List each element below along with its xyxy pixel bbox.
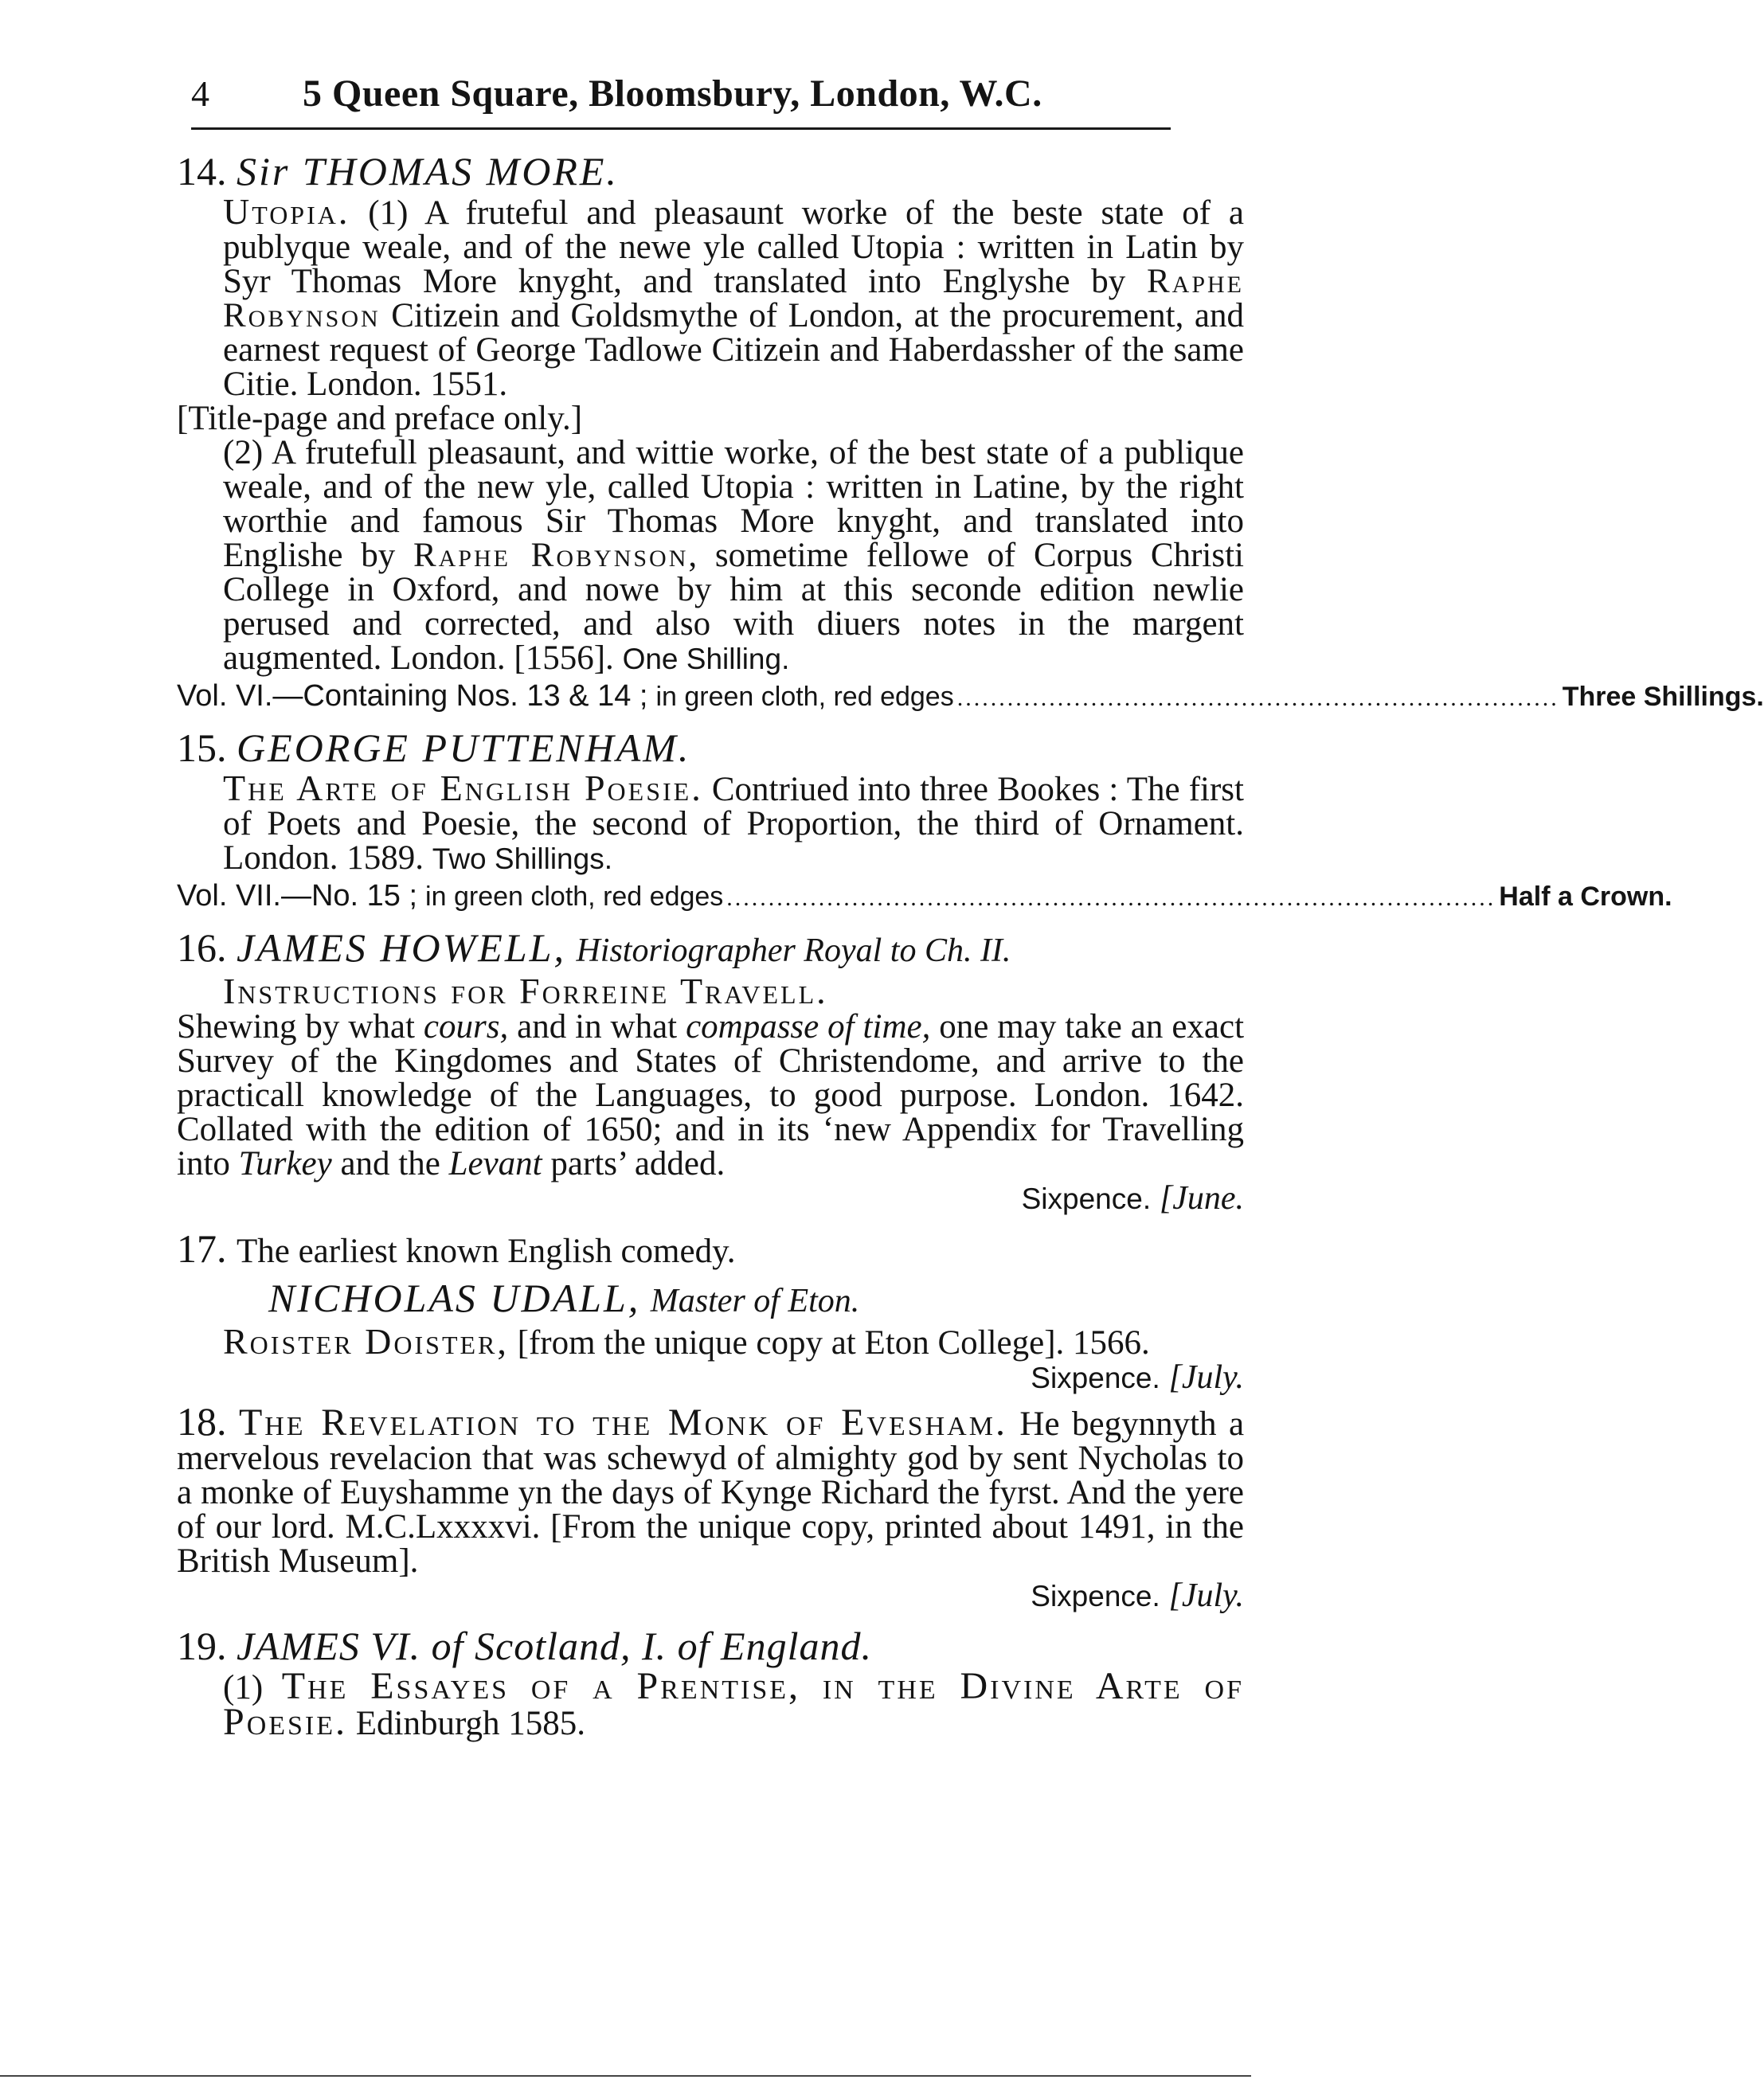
price-group (1022, 1181, 1244, 1216)
price: Two Shillings. (432, 842, 612, 875)
publication-date: London. [1556]. (390, 639, 614, 677)
entry-17 (177, 1225, 1244, 1395)
description-text: [from the unique copy at Eton College]. 1566. (517, 1324, 1150, 1362)
price: Sixpence. (1021, 1182, 1152, 1215)
note-text: [Title-page and preface only.] (177, 400, 583, 437)
volume-label: Vol. VI.—Containing Nos. 13 & 14 ; (177, 679, 648, 713)
work-title: The Essayes of a Prentise, in the Divine Arte of Poesie. (223, 1665, 1245, 1743)
italic-text: compasse of time, (686, 1008, 931, 1046)
work-title: The Revelation to the Monk of Evesham. (238, 1401, 1007, 1444)
price: Sixpence. (1031, 1580, 1160, 1612)
paragraph-number: (1) (223, 1669, 264, 1706)
entry-14 (177, 148, 1764, 715)
paragraph (177, 971, 1244, 1011)
italic-text: Levant (448, 1145, 542, 1182)
entry-16 (177, 924, 1244, 1216)
page-number: 4 (191, 73, 209, 114)
entry-description (177, 1399, 1245, 1614)
header-rule (191, 127, 1171, 130)
author-name: JAMES VI. of Scotland, I. of England. (237, 1624, 872, 1668)
leader-dots: ............................................................................................ (726, 885, 1496, 911)
issue-month: [July. (1168, 1359, 1244, 1396)
volume-binding: in green cloth, red edges (655, 682, 954, 712)
entry-number: 15. (177, 725, 227, 770)
description-text: parts’ added. (550, 1145, 726, 1182)
volume-price: Three Shillings. (1562, 682, 1764, 712)
paragraph (177, 1665, 1245, 1743)
paragraph (177, 1010, 1244, 1181)
volume-label: Vol. VII.—No. 15 ; (177, 879, 418, 913)
author-name: NICHOLAS UDALL, (268, 1276, 641, 1320)
entry-number: 17. (177, 1226, 227, 1271)
entry-heading (177, 148, 1244, 194)
price-line (177, 1360, 1244, 1395)
description-text: He begynnyth a mervelous revelacion that was schewyd of almighty god by sent Nycholas to a monke of Euyshamme yn the days of Kynge Richard the fyrst. And the yere of our lord. M.C.Lxxxxvi. [From the unique copy, printed about 1491, in the British Museum]. (177, 1405, 1245, 1580)
price: One Shilling. (622, 643, 790, 675)
running-head: 5 Queen Square, Bloomsbury, London, W.C. (303, 72, 1042, 115)
entry-number: 16. (177, 925, 227, 970)
description-text: Contriued into three Bookes : The first of Poets and Poesie, the second of Proportion, the third of Ornament. (223, 771, 1244, 842)
paragraph (177, 768, 1244, 877)
translator-name: Raphe Robynson (223, 263, 1244, 334)
description-text: Shewing by what (177, 1008, 415, 1046)
work-title: The Arte of English Poesie. (223, 768, 703, 808)
entry-subheading (177, 1275, 1244, 1324)
paragraph (177, 1399, 1245, 1580)
page-bottom-edge (0, 2075, 1251, 2077)
description-text: Citizein and Goldsmythe of London, at the procurement, and earnest request of George Tadlowe Citizein and Haberdassher of the same Citie. London. 1551. (223, 297, 1245, 403)
price-group (1031, 1578, 1244, 1613)
description-text: and the (340, 1145, 440, 1182)
volume-line (177, 879, 1672, 915)
entry-number: 18. (177, 1399, 227, 1444)
author-name: JAMES HOWELL, (237, 925, 566, 970)
author-title: Historiographer Royal to Ch. II. (576, 932, 1011, 969)
entry-15 (177, 725, 1672, 915)
author-name: GEORGE PUTTENHAM. (237, 725, 691, 770)
description-text: and in what (517, 1008, 678, 1046)
price-line (177, 1181, 1244, 1216)
author-name: Sir THOMAS MORE. (237, 149, 619, 193)
volume-line (177, 679, 1764, 715)
work-title: Utopia. (223, 191, 350, 232)
work-title: Roister Doister, (223, 1321, 509, 1362)
translator-name: Raphe Robynson (413, 537, 689, 574)
entry-description (177, 1665, 1245, 1743)
page-header (191, 70, 1171, 134)
volume-binding: in green cloth, red edges (425, 881, 724, 912)
paragraph (177, 191, 1245, 403)
publication-date: London. 1589. (223, 839, 424, 877)
volume-price: Half a Crown. (1499, 881, 1672, 912)
paragraph (177, 436, 1244, 676)
leader-dots: ........................................................................ (956, 685, 1559, 711)
work-title: Instructions for Forreine Travell. (223, 971, 828, 1011)
entry-intro: The earliest known English comedy. (237, 1233, 736, 1270)
entry-19 (177, 1623, 1244, 1741)
description-text: (2) A frutefull pleasaunt, and wittie worke, of the best state of a publique weale, and of the new yle, called Utopia : written in Latine, by the right worthie and famous Sir Thomas More knyght, and translated into Englishe by (223, 434, 1244, 574)
entry-heading (177, 1623, 1244, 1669)
description-text: one may take an exact Survey of the Kingdomes and States of Christendome, and arrive to the practicall knowledge of the Languages, to good purpose. London. 1642. Collated with the edition of 1650; and in its ‘new Appendix for Travelling into (177, 1008, 1245, 1182)
entry-18 (177, 1399, 1245, 1614)
catalogue-content (177, 148, 1764, 1750)
issue-month: [June. (1159, 1180, 1244, 1217)
issue-month: [July. (1168, 1577, 1244, 1614)
entry-description (177, 1321, 1244, 1396)
price: Sixpence. (1031, 1362, 1160, 1394)
italic-text: cours, (423, 1008, 509, 1046)
price-line (177, 1578, 1244, 1613)
publication-date: Edinburgh 1585. (355, 1705, 586, 1742)
entry-heading (177, 1225, 1244, 1275)
description-text: (1) A fruteful and pleasaunt worke of the beste state of a publyque weale, and of the newe yle called Utopia : written in Latin by Syr Thomas More knyght, and translated into Englyshe by (223, 194, 1245, 300)
entry-description (177, 971, 1245, 1217)
entry-description (177, 768, 1244, 877)
entry-heading (177, 725, 1244, 771)
description-text: , sometime fellowe of Corpus Christi College in Oxford, and nowe by him at this seconde edition newlie perused and corrected, and also with diuers notes in the margent augmented. (223, 537, 1245, 677)
price-group (1031, 1360, 1244, 1395)
paragraph (177, 1321, 1244, 1362)
italic-text: Turkey (238, 1145, 332, 1182)
entry-number: 19. (177, 1624, 227, 1668)
entry-heading (177, 924, 1244, 974)
entry-number: 14. (177, 149, 227, 193)
author-title: Master of Eton. (650, 1283, 860, 1319)
entry-description (177, 191, 1245, 677)
